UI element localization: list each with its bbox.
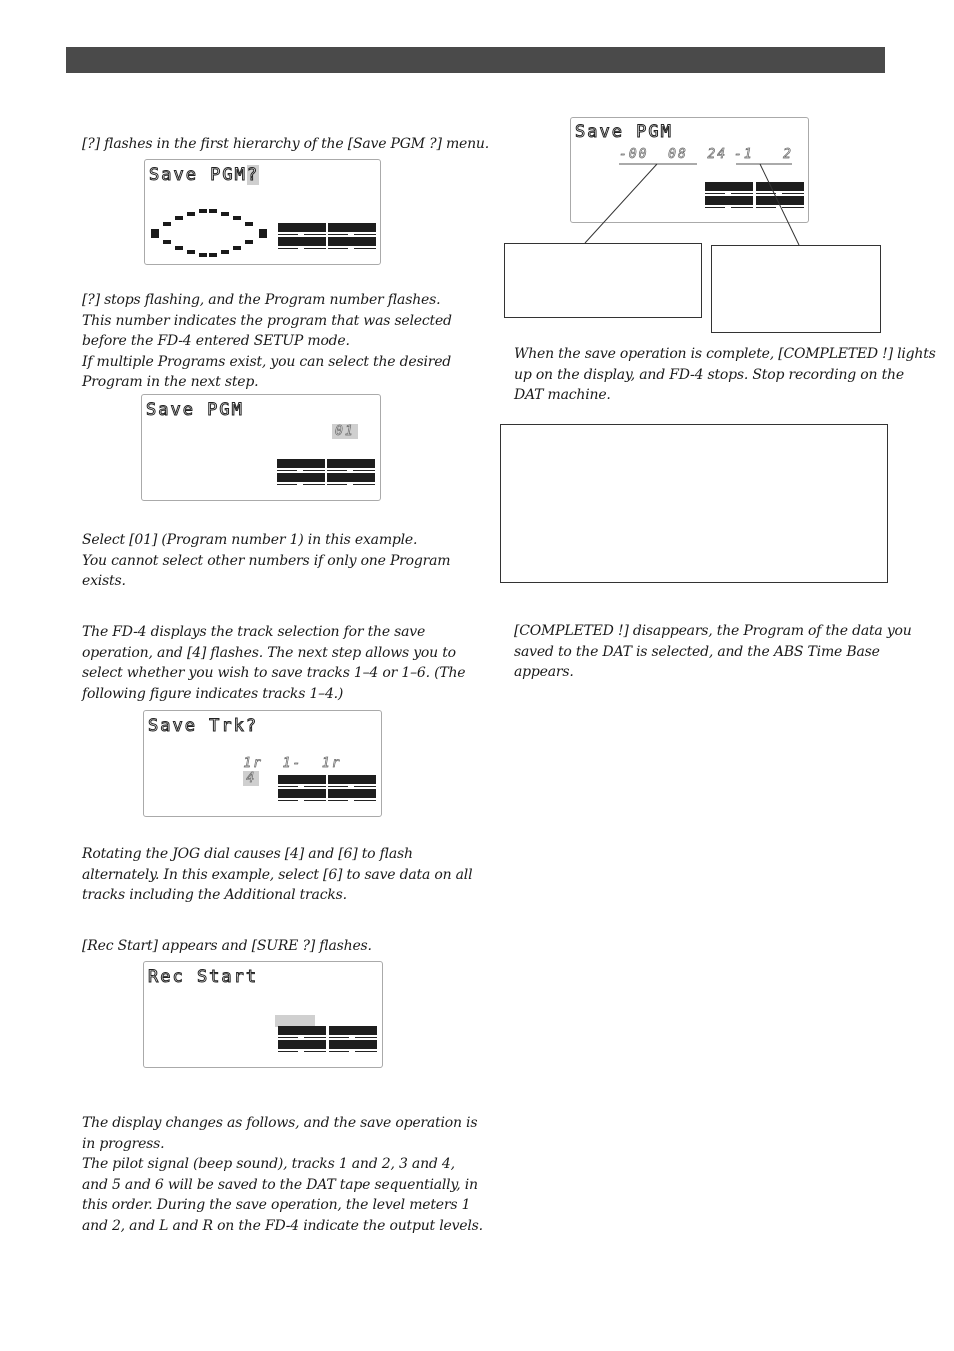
level-meter [278,789,326,801]
lcd-title: Save PGM [146,400,244,420]
level-meter [327,459,375,471]
lcd-track-readout: -1 2 [734,147,793,162]
level-meter [329,1026,377,1038]
callout-box-tracks [711,245,881,333]
lcd-title: Save Trk? [148,716,259,736]
lcd-title: Rec Start [148,967,259,987]
paragraph-rec-start: [Rec Start] appears and [SURE ?] flashes. [82,938,372,954]
lcd-program-value: 01 [332,424,358,439]
lcd-track-value: 4 [243,771,259,786]
paragraph-save-pgm-flash: [?] flashes in the first hierarchy of the [Save PGM ?] menu. [82,136,490,152]
level-meter [756,196,804,208]
note-box [500,424,888,583]
lcd-cursor: ? [246,165,260,185]
level-meter [328,223,376,235]
level-meter [705,196,753,208]
level-meter [278,1026,326,1038]
lcd-display-save-pgm-menu [144,159,381,265]
header-bar [66,47,885,73]
lcd-display-track-selection [143,710,382,817]
level-meter [278,223,326,235]
lcd-track-range: 1r 1- 1r 4 [243,756,342,786]
rotating-indicator-icon [147,204,277,264]
paragraph-jog-dial: Rotating the JOG dial causes [4] and [6] to flash alternately. In this example, select [6] to save data on all tracks including the Additional tracks. [82,846,473,903]
level-meter [329,1040,377,1052]
lcd-display-saving [570,117,809,223]
lcd-title: Save PGM? [149,165,260,185]
paragraph-completed-disappears: [COMPLETED !] disappears, the Program of the data you saved to the DAT is selected, and the ABS Time Base appears. [514,623,912,680]
paragraph-track-selection: The FD-4 displays the track selection for the save operation, and [4] flashes. The next step allows you to select whether you wish to save tracks 1–4 or 1–6. (The following figure indicates tracks 1–4.) [82,624,466,702]
level-meter [756,182,804,194]
level-meter [328,775,376,787]
lcd-display-program-number [141,394,381,501]
level-meter [278,1040,326,1052]
lcd-display-rec-start [143,961,383,1068]
paragraph-select-01: Select [01] (Program number 1) in this example. You cannot select other numbers if only one Program exists. [82,532,451,589]
level-meter [705,182,753,194]
level-meter [278,237,326,249]
lcd-title: Save PGM [575,122,673,142]
level-meter [327,473,375,485]
level-meter [278,775,326,787]
level-meter [277,473,325,485]
paragraph-save-in-progress: The display changes as follows, and the save operation is in progress. The pilot signal (beep sound), tracks 1 and 2, 3 and 4, and 5 and 6 will be saved to the DAT tape sequentially, in this order. During the save operation, the level meters 1 and 2, and L and R on the FD-4 indicate the output levels. [82,1115,483,1234]
level-meter [328,789,376,801]
paragraph-program-number-flash: [?] stops flashing, and the Program number flashes. This number indicates the program that was selected before the FD-4 entered SETUP mode. If multiple Programs exist, you can select the desired Program in the next step. [82,292,452,390]
lcd-time-readout: -00 08 24 [619,147,728,162]
callout-box-time [504,243,702,318]
level-meter [277,459,325,471]
paragraph-completed: When the save operation is complete, [COMPLETED !] lights up on the display, and FD-4 stops. Stop recording on the DAT machine. [514,346,936,403]
level-meter [328,237,376,249]
